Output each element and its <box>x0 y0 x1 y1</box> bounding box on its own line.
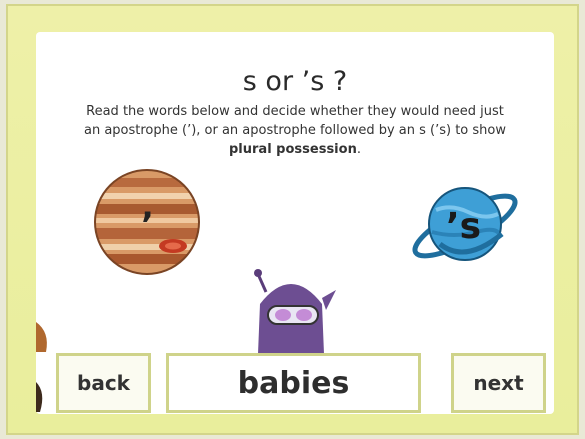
planet-left-label: ’ <box>141 205 154 245</box>
slide <box>6 4 579 435</box>
alien-icon <box>246 264 336 354</box>
alien-character <box>246 264 336 358</box>
instructions-bold: plural possession <box>229 142 357 157</box>
instructions-part1: Read the words below and decide whether they would need just an apostrophe (’), or an apostrophe followed by an s (’s) to show <box>83 104 506 138</box>
instructions-end: . <box>356 142 361 157</box>
instructions-text <box>76 102 514 159</box>
planet-right-label: ’s <box>446 206 482 247</box>
content-panel <box>36 32 554 414</box>
next-button[interactable]: next <box>451 353 546 413</box>
jupiter-planet-icon <box>91 166 203 278</box>
apostrophe-planet[interactable] <box>91 166 203 282</box>
ringed-planet-icon <box>406 174 524 274</box>
current-word-box: babies <box>166 353 421 413</box>
slide-title: s or ’s ? <box>242 66 348 97</box>
back-button[interactable]: back <box>56 353 151 413</box>
apostrophe-s-planet[interactable] <box>406 174 524 278</box>
